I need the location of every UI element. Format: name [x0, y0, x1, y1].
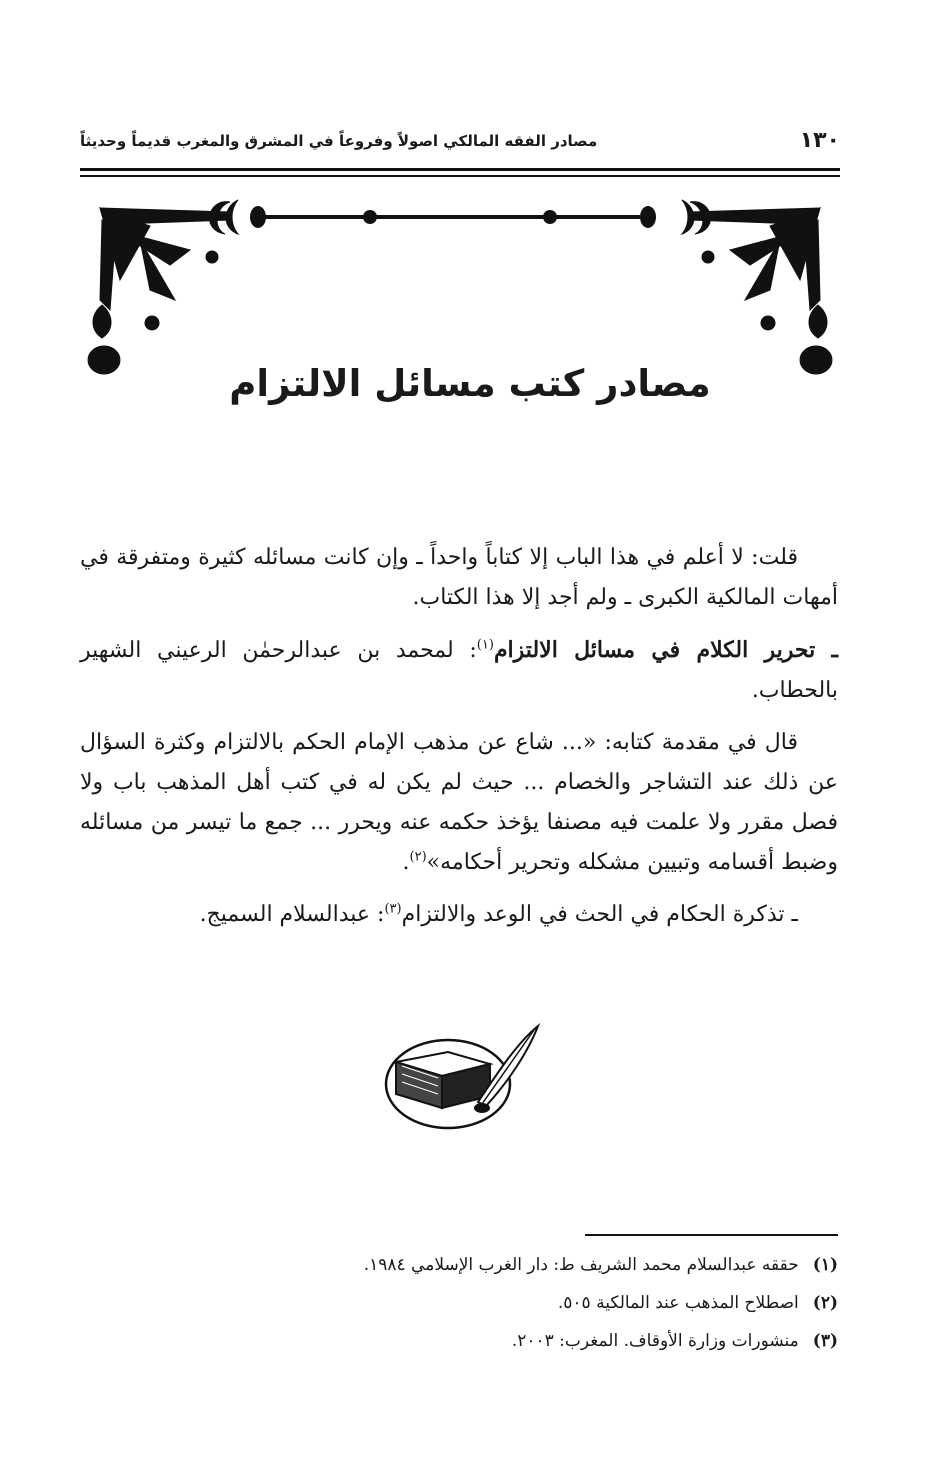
- header-rule-thin: [80, 175, 840, 177]
- book-author-2: : عبدالسلام السميج.: [199, 902, 385, 927]
- footnotes: [220, 1246, 838, 1360]
- paragraph-quote: [80, 723, 838, 883]
- chapter-title: مصادر كتب مسائل الالتزام: [229, 362, 711, 405]
- footnote-1: [220, 1246, 838, 1284]
- footnote-number: (٢): [812, 1293, 838, 1313]
- paragraph-book-2: [80, 895, 838, 935]
- header-rule-thick: [80, 168, 840, 171]
- book-author-1: : لمحمد بن عبدالرحمٰن الرعيني الشهير بالحطاب.: [80, 638, 838, 703]
- footnote-text: اصطلاح المذهب عند المالكية ٥٠٥.: [557, 1293, 799, 1313]
- footnote-number: (٣): [812, 1331, 838, 1351]
- quote-end: .: [402, 850, 410, 875]
- footnote-ref-2: (٢): [409, 849, 427, 865]
- running-title: مصادر الفقه المالكي اصولاً وفروعاً في المشرق والمغرب قديماً وحديثاً: [80, 132, 598, 150]
- footnote-ref-3: (٣): [384, 901, 402, 917]
- footnote-rule: [585, 1234, 838, 1236]
- footnote-number: (١): [812, 1255, 838, 1275]
- footnote-text: حققه عبدالسلام محمد الشريف ط: دار الغرب الإسلامي ١٩٨٤.: [363, 1255, 799, 1275]
- footnote-2: [220, 1284, 838, 1322]
- body-text: [80, 538, 838, 947]
- running-header: [80, 128, 840, 164]
- book-and-quill-icon: [378, 1022, 543, 1132]
- footnote-3: [220, 1322, 838, 1360]
- paragraph-intro: قلت: لا أعلم في هذا الباب إلا كتاباً واحداً ـ وإن كانت مسائله كثيرة ومتفرقة في أمهات المالكية الكبرى ـ ولم أجد إلا هذا الكتاب.: [80, 545, 838, 610]
- ornamental-frame-icon: [80, 190, 840, 380]
- footnote-ref-1: (١): [476, 637, 494, 653]
- book-title-1: ـ تحرير الكلام في مسائل الالتزام: [493, 637, 838, 663]
- quote-text: قال في مقدمة كتابه: «... شاع عن مذهب الإمام الحكم بالالتزام وكثرة السؤال عن ذلك عند التشاجر والخصام ... حيث لم يكن له في كتب أهل المذهب باب ولا فصل مقرر ولا علمت فيه مصنفا يؤخذ حكمه عنه ويحرر ... جمع ما تيسر من مسائله وضبط أقسامه وتبيين مشكله وتحرير أحكامه»: [80, 730, 838, 875]
- page-number: ١٣٠: [799, 128, 840, 153]
- paragraph-book-1: [80, 630, 838, 711]
- footnote-text: منشورات وزارة الأوقاف. المغرب: ٢٠٠٣.: [511, 1331, 799, 1351]
- book-title-2: ـ تذكرة الحكام في الحث في الوعد والالتزام: [401, 902, 798, 927]
